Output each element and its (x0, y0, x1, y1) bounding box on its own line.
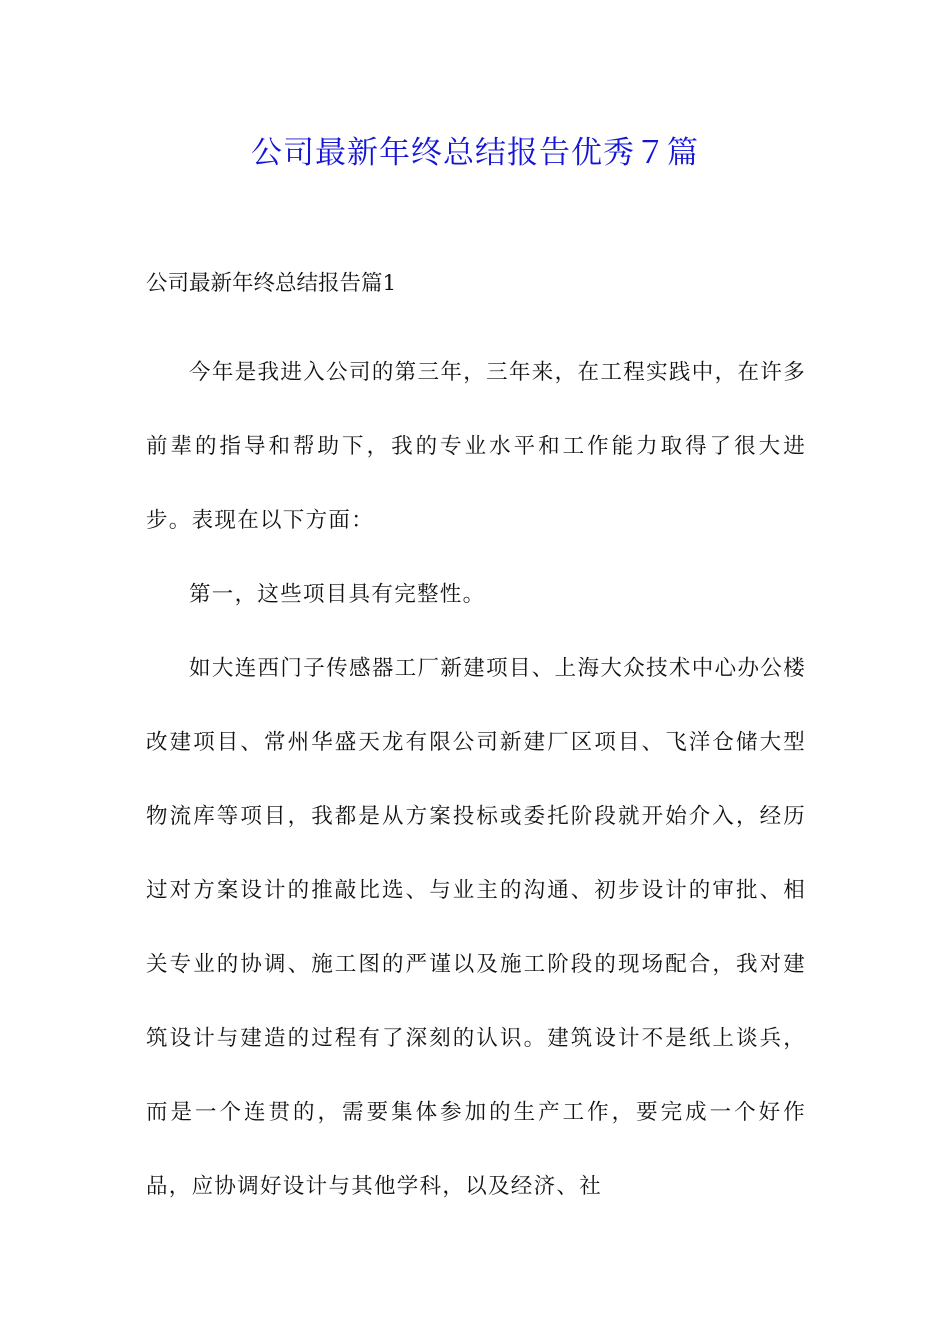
paragraph-projects: 如大连西门子传感器工厂新建项目、上海大众技术中心办公楼改建项目、常州华盛天龙有限公司新建厂区项目、飞洋仓储大型物流库等项目，我都是从方案投标或委托阶段就开始介入，经历过对方案设计的推敲比选、与业主的沟通、初步设计的审批、相关专业的协调、施工图的严谨以及施工阶段的现场配合，我对建筑设计与建造的过程有了深刻的认识。建筑设计不是纸上谈兵，而是一个连贯的，需要集体参加的生产工作，要完成一个好作品，应协调好设计与其他学科，以及经济、社 (146, 656, 806, 1199)
paragraph-point-one: 第一，这些项目具有完整性。 (189, 582, 486, 607)
paragraph-intro: 今年是我进入公司的第三年，三年来，在工程实践中，在许多前辈的指导和帮助下，我的专业水平和工作能力取得了很大进步。表现在以下方面： (146, 360, 806, 533)
section-heading: 公司最新年终总结报告篇1 (146, 271, 397, 296)
document-body (146, 262, 806, 1224)
document-title: 公司最新年终总结报告优秀７篇 (251, 135, 699, 171)
